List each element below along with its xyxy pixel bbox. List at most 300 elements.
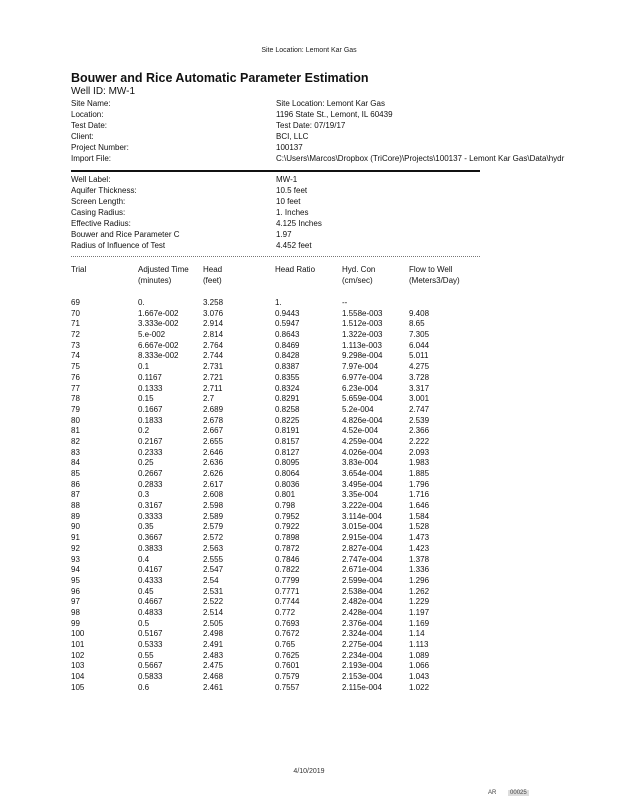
page-header: Site Location: Lemont Kar Gas	[261, 47, 357, 54]
info-label: Client:	[71, 132, 94, 141]
table-cell: 2.514	[203, 607, 224, 617]
table-cell: 2.747e-004	[342, 554, 383, 564]
table-cell: 9.298e-004	[342, 351, 383, 361]
table-row	[71, 512, 480, 523]
table-cell: 2.482e-004	[342, 597, 383, 607]
stamp-prefix: AR	[488, 790, 497, 796]
table-cell: 104	[71, 672, 85, 682]
param-value: 10 feet	[276, 197, 301, 206]
table-cell: 1.262	[409, 586, 430, 596]
table-row	[71, 469, 480, 480]
table-cell: 1.336	[409, 565, 430, 575]
table-cell: 0.8157	[275, 436, 300, 446]
table-row	[71, 309, 480, 320]
param-label: Radius of Influence of Test	[71, 241, 166, 250]
param-label: Bouwer and Rice Parameter C	[71, 230, 180, 239]
table-cell: 0.5947	[275, 319, 300, 329]
table-cell: 2.428e-004	[342, 607, 383, 617]
table-row	[71, 330, 480, 341]
table-cell: 0.8258	[275, 404, 300, 414]
param-label: Aquifer Thickness:	[71, 186, 137, 195]
table-cell: 105	[71, 682, 85, 692]
table-row	[71, 661, 480, 672]
table-cell: 5.011	[409, 351, 429, 361]
table-row	[71, 544, 480, 555]
well-id: Well ID: MW-1	[71, 86, 136, 97]
table-cell: 2.324e-004	[342, 629, 383, 639]
table-cell: 103	[71, 661, 85, 671]
table-cell: 0.4833	[138, 607, 163, 617]
table-cell: 2.275e-004	[342, 640, 383, 649]
table-cell: 0.4667	[138, 597, 163, 607]
param-label: Well Label:	[71, 175, 111, 184]
table-cell: 0.8355	[275, 372, 300, 382]
table-cell: 8.65	[409, 319, 425, 329]
table-cell: 3.654e-004	[342, 469, 383, 478]
info-value: 100137	[276, 143, 303, 152]
column-header: Flow to Well (Meters3/Day)	[409, 265, 460, 285]
table-cell: 1.022	[409, 682, 430, 692]
table-cell: 0.8095	[275, 458, 300, 468]
table-cell: 2.483	[203, 650, 224, 660]
table-row	[71, 362, 480, 373]
table-cell: 2.827e-004	[342, 543, 383, 553]
table-row	[71, 458, 480, 469]
param-label: Screen Length:	[71, 197, 126, 206]
table-cell: 0.7672	[275, 629, 300, 639]
table-cell: 91	[71, 533, 80, 543]
table-cell: 0.8428	[275, 351, 300, 361]
table-cell: 2.376e-004	[342, 618, 383, 628]
table-cell: 1.528	[409, 522, 430, 532]
table-cell: 0.8036	[275, 479, 300, 489]
section-divider	[71, 170, 480, 172]
table-cell: 0.8225	[275, 415, 300, 425]
table-cell: 0.1167	[138, 372, 162, 382]
table-cell: 0.8387	[275, 362, 300, 372]
table-cell: 0.772	[275, 607, 296, 617]
table-cell: 79	[71, 404, 80, 414]
table-cell: 3.015e-004	[342, 522, 383, 532]
info-label: Project Number:	[71, 143, 129, 152]
table-cell: 2.468	[203, 672, 224, 682]
table-cell: 0.3667	[138, 533, 163, 543]
table-cell: 70	[71, 308, 80, 318]
data-table-body	[71, 298, 480, 693]
table-cell: 0.	[138, 298, 145, 307]
table-cell: 1.066	[409, 661, 430, 671]
table-row	[71, 608, 480, 619]
table-cell: 2.222	[409, 436, 430, 446]
table-cell: 5.e-002	[138, 330, 166, 340]
param-value: 4.452 feet	[276, 241, 312, 250]
table-cell: 102	[71, 650, 85, 660]
table-cell: 1.169	[409, 618, 430, 628]
param-value: MW-1	[276, 175, 298, 184]
table-cell: 0.1833	[138, 415, 163, 425]
table-cell: 98	[71, 607, 80, 617]
table-cell: 1.512e-003	[342, 319, 383, 329]
table-row	[71, 533, 480, 544]
table-cell: 2.764	[203, 340, 224, 350]
table-cell: 0.765	[275, 640, 296, 649]
table-cell: 87	[71, 490, 80, 500]
table-cell: 85	[71, 469, 80, 478]
table-cell: 0.7693	[275, 618, 300, 628]
table-cell: 2.563	[203, 543, 224, 553]
table-row	[71, 576, 480, 587]
table-cell: 2.498	[203, 629, 224, 639]
table-cell: 0.7625	[275, 650, 300, 660]
table-cell: 0.45	[138, 586, 154, 596]
table-row	[71, 555, 480, 566]
table-cell: 2.678	[203, 415, 224, 425]
table-cell: 0.25	[138, 458, 154, 468]
table-cell: 2.115e-004	[342, 682, 382, 692]
table-cell: 0.2667	[138, 469, 163, 478]
table-cell: 71	[71, 319, 80, 329]
table-cell: 3.258	[203, 298, 224, 307]
table-cell: 0.4	[138, 554, 150, 564]
table-cell: 0.5833	[138, 672, 163, 682]
table-cell: 4.52e-004	[342, 426, 379, 436]
table-row	[71, 480, 480, 491]
table-row	[71, 640, 480, 651]
table-cell: 2.193e-004	[342, 661, 383, 671]
table-cell: 96	[71, 586, 80, 596]
column-header: Hyd. Con (cm/sec)	[342, 265, 376, 285]
table-row	[71, 426, 480, 437]
table-cell: 0.5667	[138, 661, 163, 671]
table-cell: 0.8469	[275, 340, 300, 350]
table-cell: 0.6	[138, 682, 150, 692]
table-cell: 0.8064	[275, 469, 300, 478]
table-cell: 3.076	[203, 308, 224, 318]
table-cell: 2.531	[203, 586, 224, 596]
table-cell: 0.8324	[275, 383, 300, 393]
table-cell: 88	[71, 501, 80, 511]
table-cell: 1.089	[409, 650, 430, 660]
table-cell: 0.15	[138, 394, 154, 404]
table-cell: 2.491	[203, 640, 224, 649]
table-cell: 7.97e-004	[342, 362, 379, 372]
info-value: 1196 State St., Lemont, IL 60439	[276, 110, 393, 119]
table-cell: 2.579	[203, 522, 224, 532]
param-label: Casing Radius:	[71, 208, 126, 217]
table-cell: 81	[71, 426, 80, 436]
table-cell: 9.408	[409, 308, 430, 318]
table-cell: 3.35e-004	[342, 490, 379, 500]
info-label: Location:	[71, 110, 104, 119]
table-cell: 2.608	[203, 490, 224, 500]
table-cell: 3.317	[409, 383, 430, 393]
table-cell: 0.8291	[275, 394, 300, 404]
info-value: Test Date: 07/19/17	[276, 121, 346, 130]
table-cell: 1.558e-003	[342, 308, 383, 318]
table-cell: 1.983	[409, 458, 430, 468]
column-header: Head (feet)	[203, 265, 223, 285]
table-row	[71, 629, 480, 640]
stamp-number: 00025	[510, 790, 527, 796]
table-cell: 1.229	[409, 597, 430, 607]
table-cell: 8.333e-002	[138, 351, 179, 361]
table-cell: 0.7846	[275, 554, 300, 564]
table-cell: 69	[71, 298, 80, 307]
table-cell: 2.626	[203, 469, 224, 478]
table-row	[71, 319, 480, 330]
table-cell: 7.305	[409, 330, 430, 340]
table-cell: 3.333e-002	[138, 319, 179, 329]
table-cell: 2.814	[203, 330, 224, 340]
table-cell: 2.7	[203, 394, 215, 404]
table-cell: 1.716	[409, 490, 430, 500]
table-row	[71, 298, 480, 309]
table-cell: 78	[71, 394, 80, 404]
table-cell: 73	[71, 340, 80, 350]
param-value: 4.125 Inches	[276, 219, 322, 228]
table-cell: 0.9443	[275, 308, 300, 318]
table-cell: 1.473	[409, 533, 430, 543]
table-cell: 2.366	[409, 426, 430, 436]
table-cell: 0.7601	[275, 661, 300, 671]
table-row	[71, 490, 480, 501]
table-cell: 0.4333	[138, 575, 163, 585]
column-header: Trial	[71, 265, 87, 274]
table-cell: 75	[71, 362, 80, 372]
table-cell: 0.7557	[275, 682, 300, 692]
table-cell: 0.3833	[138, 543, 163, 553]
table-cell: 4.826e-004	[342, 415, 383, 425]
table-cell: 2.646	[203, 447, 224, 457]
table-cell: 84	[71, 458, 80, 468]
table-cell: 2.505	[203, 618, 224, 628]
table-row	[71, 416, 480, 427]
table-cell: 1.113	[409, 640, 429, 649]
table-cell: 0.2	[138, 426, 150, 436]
table-cell: 0.7872	[275, 543, 300, 553]
info-label: Site Name:	[71, 99, 111, 108]
table-cell: 0.7922	[275, 522, 300, 532]
footer-date: 4/10/2019	[293, 768, 325, 775]
table-cell: 2.093	[409, 447, 430, 457]
table-cell: 100	[71, 629, 85, 639]
table-row	[71, 394, 480, 405]
table-cell: 0.35	[138, 522, 154, 532]
table-cell: 0.2833	[138, 479, 163, 489]
table-cell: 6.977e-004	[342, 372, 383, 382]
table-cell: 3.495e-004	[342, 479, 383, 489]
param-value: 10.5 feet	[276, 186, 308, 195]
table-row	[71, 672, 480, 683]
table-cell: 101	[71, 640, 85, 649]
column-header: Head Ratio	[275, 265, 316, 274]
table-row	[71, 565, 480, 576]
table-cell: 0.2167	[138, 436, 163, 446]
table-row	[71, 522, 480, 533]
table-row	[71, 619, 480, 630]
table-row	[71, 597, 480, 608]
table-cell: 1.113e-003	[342, 340, 382, 350]
table-cell: 1.14	[409, 629, 425, 639]
table-cell: 93	[71, 554, 80, 564]
table-cell: 0.3333	[138, 511, 163, 521]
table-cell: 89	[71, 511, 80, 521]
table-cell: 0.8127	[275, 447, 300, 457]
table-cell: 2.522	[203, 597, 224, 607]
table-cell: 6.667e-002	[138, 340, 179, 350]
table-cell: 0.8191	[275, 426, 300, 436]
table-row	[71, 351, 480, 362]
table-cell: 1.667e-002	[138, 308, 179, 318]
table-cell: 2.539	[409, 415, 430, 425]
table-row	[71, 405, 480, 416]
table-cell: 0.801	[275, 490, 296, 500]
table-cell: 2.914	[203, 319, 224, 329]
table-cell: 72	[71, 330, 80, 340]
table-cell: 1.197	[409, 607, 430, 617]
table-row	[71, 587, 480, 598]
table-cell: 1.796	[409, 479, 430, 489]
table-cell: 2.744	[203, 351, 224, 361]
table-cell: 2.599e-004	[342, 575, 383, 585]
table-cell: 0.55	[138, 650, 154, 660]
table-cell: 2.555	[203, 554, 224, 564]
table-cell: 2.667	[203, 426, 224, 436]
table-cell: 0.8643	[275, 330, 300, 340]
table-cell: 1.322e-003	[342, 330, 383, 340]
table-top-rule	[71, 256, 480, 257]
table-cell: 2.54	[203, 575, 219, 585]
table-cell: 5.2e-004	[342, 404, 374, 414]
table-cell: 76	[71, 372, 80, 382]
table-cell: 1.	[275, 298, 282, 307]
table-cell: 3.83e-004	[342, 458, 379, 468]
param-value: 1. Inches	[276, 208, 309, 217]
table-cell: 0.1667	[138, 404, 163, 414]
info-value: Site Location: Lemont Kar Gas	[276, 99, 385, 108]
table-cell: 2.731	[203, 362, 224, 372]
param-label: Effective Radius:	[71, 219, 131, 228]
table-cell: 2.711	[203, 383, 223, 393]
table-cell: 0.5333	[138, 640, 163, 649]
table-cell: 2.636	[203, 458, 224, 468]
table-cell: 99	[71, 618, 80, 628]
table-cell: 6.044	[409, 340, 430, 350]
table-cell: 2.617	[203, 479, 224, 489]
table-cell: 1.885	[409, 469, 430, 478]
table-cell: 2.538e-004	[342, 586, 383, 596]
table-cell: 2.598	[203, 501, 224, 511]
table-cell: 97	[71, 597, 80, 607]
table-cell: 0.1333	[138, 383, 163, 393]
table-row	[71, 437, 480, 448]
info-value: BCI, LLC	[276, 132, 309, 141]
table-cell: 90	[71, 522, 80, 532]
table-cell: 2.689	[203, 404, 224, 414]
table-cell: 0.4167	[138, 565, 163, 575]
table-cell: 4.259e-004	[342, 436, 383, 446]
column-header: Adjusted Time (minutes)	[138, 265, 189, 285]
report-title: Bouwer and Rice Automatic Parameter Estimation	[71, 71, 369, 85]
table-cell: 3.222e-004	[342, 501, 383, 511]
table-cell: 2.721	[203, 372, 224, 382]
table-cell: 4.026e-004	[342, 447, 383, 457]
table-cell: 2.589	[203, 511, 224, 521]
table-cell: 0.7579	[275, 672, 300, 682]
table-cell: 1.378	[409, 554, 430, 564]
table-cell: 5.659e-004	[342, 394, 383, 404]
table-cell: --	[342, 298, 348, 307]
table-cell: 3.728	[409, 372, 430, 382]
table-cell: 2.915e-004	[342, 533, 383, 543]
table-cell: 1.646	[409, 501, 430, 511]
table-row	[71, 501, 480, 512]
table-cell: 2.475	[203, 661, 224, 671]
table-cell: 2.234e-004	[342, 650, 383, 660]
table-cell: 74	[71, 351, 80, 361]
info-label: Test Date:	[71, 121, 108, 130]
table-cell: 0.1	[138, 362, 150, 372]
table-cell: 0.798	[275, 501, 296, 511]
table-cell: 0.5	[138, 618, 150, 628]
table-cell: 1.296	[409, 575, 430, 585]
table-row	[71, 683, 480, 694]
table-cell: 0.7799	[275, 575, 300, 585]
table-cell: 80	[71, 415, 80, 425]
table-cell: 95	[71, 575, 80, 585]
table-cell: 1.584	[409, 511, 430, 521]
table-row	[71, 448, 480, 459]
table-cell: 1.043	[409, 672, 430, 682]
table-cell: 94	[71, 565, 80, 575]
table-cell: 1.423	[409, 543, 430, 553]
table-cell: 2.153e-004	[342, 672, 383, 682]
info-label: Import File:	[71, 154, 112, 163]
table-cell: 2.461	[203, 682, 224, 692]
table-cell: 0.3	[138, 490, 150, 500]
table-cell: 77	[71, 383, 80, 393]
table-cell: 86	[71, 479, 80, 489]
table-cell: 0.5167	[138, 629, 163, 639]
table-row	[71, 384, 480, 395]
table-cell: 0.2333	[138, 447, 163, 457]
table-cell: 92	[71, 543, 80, 553]
table-row	[71, 341, 480, 352]
param-value: 1.97	[276, 230, 292, 239]
table-cell: 2.572	[203, 533, 224, 543]
page-stamp	[488, 790, 529, 796]
table-cell: 2.655	[203, 436, 224, 446]
table-row	[71, 373, 480, 384]
table-cell: 4.275	[409, 362, 430, 372]
table-cell: 0.3167	[138, 501, 163, 511]
table-cell: 6.23e-004	[342, 383, 379, 393]
table-cell: 0.7744	[275, 597, 300, 607]
table-cell: 0.7822	[275, 565, 300, 575]
table-cell: 2.747	[409, 404, 430, 414]
table-cell: 3.114e-004	[342, 511, 382, 521]
table-cell: 3.001	[409, 394, 430, 404]
table-cell: 2.547	[203, 565, 224, 575]
table-row	[71, 651, 480, 662]
table-cell: 0.7771	[275, 586, 300, 596]
table-cell: 83	[71, 447, 80, 457]
table-cell: 0.7952	[275, 511, 300, 521]
table-cell: 82	[71, 436, 80, 446]
table-cell: 2.671e-004	[342, 565, 383, 575]
info-value: C:\Users\Marcos\Dropbox (TriCore)\Projects\100137 - Lemont Kar Gas\Data\hydr	[276, 154, 565, 163]
table-cell: 0.7898	[275, 533, 300, 543]
